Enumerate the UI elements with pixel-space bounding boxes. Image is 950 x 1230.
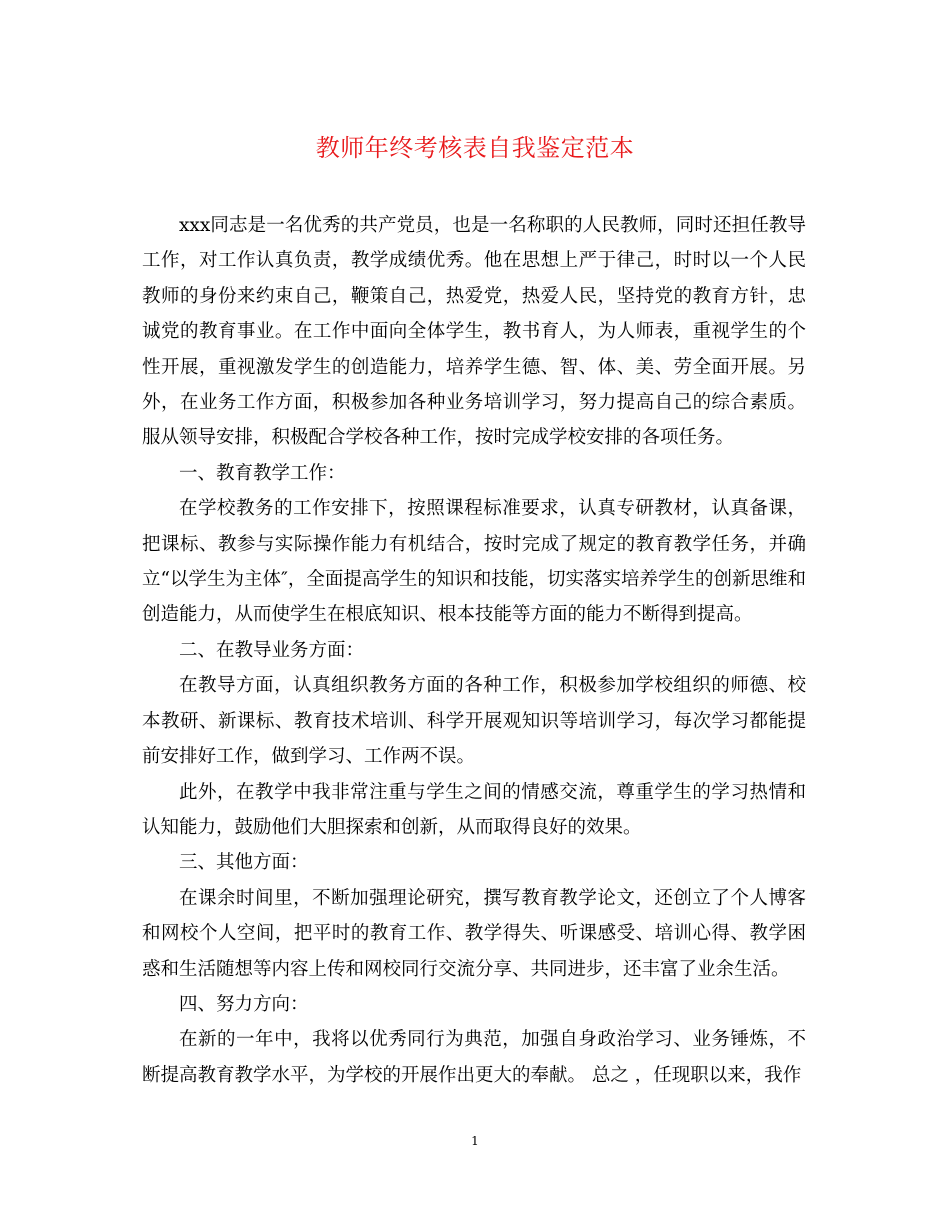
guidance-paragraph: 在教导方面，认真组织教务方面的各种工作，积极参加学校组织的师德、校本教研、新课标、教育技术培训、科学开展观知识等培训学习，每次学习都能提前安排好工作，做到学习、工作两不误。 [142,675,806,768]
teaching-paragraph: 在学校教务的工作安排下，按照课程标准要求，认真专研教材，认真备课，把课标、教参与实际操作能力有机结合，按时完成了规定的教育教学任务，并确立“以学生为主体″，全面提高学生的知识和技能，切实落实培养学生的创新思维和创造能力，从而使学生在根底知识、根本技能等方面的能力不断得到提高。 [142,498,806,626]
other-paragraph: 在课余时间里，不断加强理论研究，撰写教育教学论文，还创立了个人博客和网校个人空间，把平时的教育工作、教学得失、听课感受、培训心得、教学困惑和生活随想等内容上传和网校同行交流分享、共同进步，还丰富了业余生活。 [142,887,806,980]
section-heading-guidance: 二、在教导业务方面： [179,639,365,661]
section-heading-teaching: 一、教育教学工作： [179,462,346,484]
section-heading-direction: 四、努力方向： [179,993,309,1015]
direction-paragraph: 在新的一年中，我将以优秀同行为典范，加强自身政治学习、业务锤炼，不断提高教育教学水平，为学校的开展作出更大的奉献。 总之 ，任现职以来，我作 [142,1029,806,1086]
page-number: 1 [471,1134,479,1148]
section-heading-other: 三、其他方面： [179,852,309,874]
intro-paragraph: xxx同志是一名优秀的共产党员，也是一名称职的人民教师，同时还担任教导工作，对工作认真负责，教学成绩优秀。他在思想上严于律己，时时以一个人民教师的身份来约束自己，鞭策自己，热爱党，热爱人民，坚持党的教育方针，忠诚党的教育事业。在工作中面向全体学生，教书育人，为人师表，重视学生的个性开展，重视激发学生的创造能力，培养学生德、智、体、美、劳全面开展。另外，在业务工作方面，积极参加各种业务培训学习，努力提高自己的综合素质。服从领导安排，积极配合学校各种工作，按时完成学校安排的各项任务。 [142,215,806,449]
communication-paragraph: 此外，在教学中我非常注重与学生之间的情感交流，尊重学生的学习热情和认知能力，鼓励他们大胆探索和创新，从而取得良好的效果。 [142,781,806,838]
document-body [142,208,806,1093]
document-title: 教师年终考核表自我鉴定范本 [315,134,635,162]
